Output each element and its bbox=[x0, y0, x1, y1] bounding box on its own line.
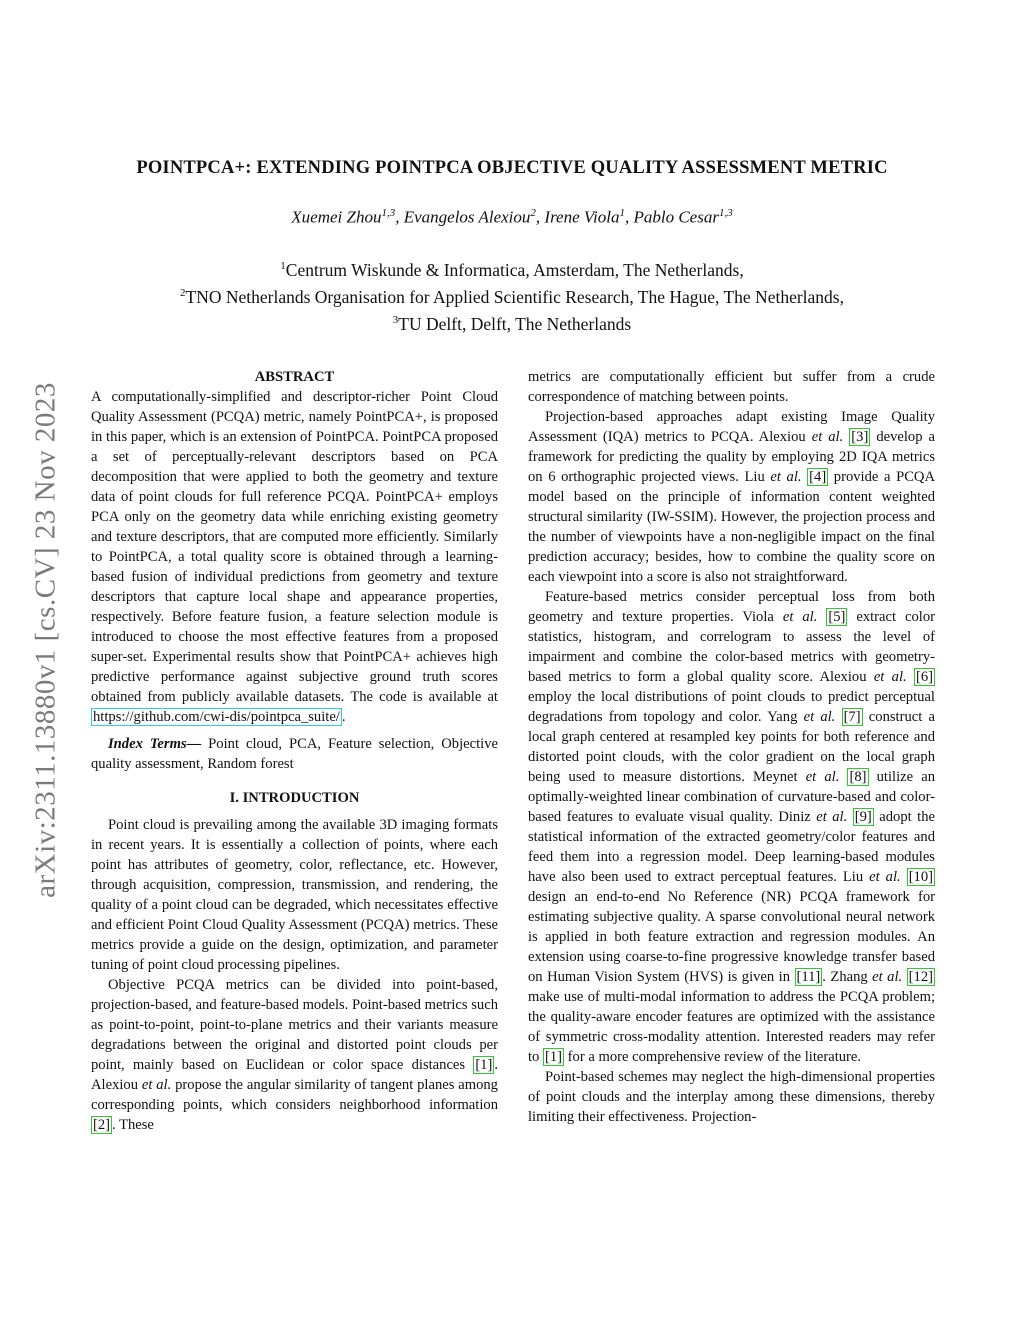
citation-link[interactable]: [10] bbox=[908, 869, 934, 885]
citation-link[interactable]: [1] bbox=[545, 1049, 563, 1065]
et-al-text: et al. bbox=[805, 769, 840, 785]
et-al-text: et al. bbox=[811, 429, 844, 445]
affiliation-text: Centrum Wiskunde & Informatica, Amsterdam, The Netherlands, bbox=[285, 259, 744, 280]
citation-link[interactable]: [11] bbox=[796, 969, 821, 985]
abstract-heading: ABSTRACT bbox=[254, 369, 335, 385]
author-name: Irene Viola bbox=[544, 207, 620, 227]
author-name: Evangelos Alexiou bbox=[403, 207, 531, 227]
arxiv-identifier: arXiv:2311.13880v1 [cs.CV] 23 Nov 2023 bbox=[29, 382, 62, 898]
paper-title: POINTPCA+: EXTENDING POINTPCA OBJECTIVE QUALITY ASSESSMENT METRIC bbox=[136, 158, 888, 178]
body-text: employ the local distributions of point clouds to predict perceptual degradations from topology and color. Yang bbox=[528, 689, 935, 725]
body-text: Projection-based approaches adapt existing Image Quality Assessment (IQA) metrics to PCQA. Alexiou bbox=[528, 409, 935, 445]
body-text bbox=[902, 969, 906, 985]
affiliation-line bbox=[40, 309, 984, 336]
body-text: utilize an optimally-weighted linear combination of curvature-based and color-based features to evaluate visual quality. Diniz bbox=[528, 769, 935, 825]
affiliation-number: 2 bbox=[180, 286, 186, 299]
intro-p2-etal: et al. bbox=[141, 1077, 172, 1093]
citation-link[interactable]: [2] bbox=[93, 1117, 111, 1133]
citation-link[interactable]: [5] bbox=[828, 609, 846, 625]
right-paragraph-1 bbox=[528, 407, 935, 587]
intro-p2-a: Objective PCQA metrics can be divided into point-based, projection-based, and feature-based models. Point-based metrics such as point-to-point, point-to-plane metrics and their variants measure degradations between the original and distorted point clouds per point, mainly based on Euclidean or color space distances bbox=[91, 977, 498, 1073]
right-paragraph-2 bbox=[528, 587, 935, 1067]
citation-link[interactable]: [6] bbox=[915, 669, 933, 685]
et-al-text: et al. bbox=[873, 669, 907, 685]
et-al-text: et al. bbox=[869, 869, 901, 885]
body-text bbox=[817, 609, 826, 625]
et-al-text: et al. bbox=[770, 469, 802, 485]
right-paragraph-3: Point-based schemes may neglect the high-dimensional properties of point clouds and the interplay among these dimensions, thereby limiting their effectiveness. Projection- bbox=[528, 1069, 935, 1125]
body-text: construct a local graph centered at resampled key points for both reference and distorted point clouds, with the color gradient on the local graph being used to measure distortions. Meynet bbox=[528, 709, 935, 785]
affiliation-number: 1 bbox=[280, 260, 286, 272]
index-terms bbox=[91, 734, 498, 774]
affiliation-line bbox=[40, 255, 984, 282]
code-link[interactable]: https://github.com/cwi-dis/pointpca_suite/ bbox=[93, 709, 340, 725]
intro-p2-c: propose the angular similarity of tangent planes among corresponding points, which considers neighborhood information bbox=[91, 1077, 498, 1113]
et-al-text: et al. bbox=[803, 709, 836, 725]
author-name: Xuemei Zhou bbox=[291, 207, 382, 227]
left-column bbox=[91, 367, 498, 1135]
citation-link[interactable]: [4] bbox=[809, 469, 827, 485]
abstract-text bbox=[91, 387, 498, 727]
affiliation-number: 3 bbox=[392, 313, 399, 326]
intro-paragraph-2 bbox=[91, 975, 498, 1135]
citation-link[interactable]: [1] bbox=[475, 1057, 493, 1073]
affiliation-line bbox=[40, 282, 984, 309]
author-affiliation-mark: 1,3 bbox=[381, 207, 396, 219]
author-affiliation-mark: 1 bbox=[619, 207, 625, 219]
body-text: . Zhang bbox=[822, 969, 873, 985]
body-text bbox=[901, 869, 907, 885]
body-text bbox=[835, 709, 841, 725]
intro-heading: I. INTRODUCTION bbox=[229, 790, 360, 806]
body-text bbox=[847, 809, 852, 825]
author-list: Xuemei Zhou$^{1,3}$, Evangelos Alexiou$^2$, Irene Viola$^1$, Pablo Cesar$^{1,3}$ bbox=[291, 207, 733, 227]
intro-p2-b: . Alexiou bbox=[91, 1057, 498, 1093]
abstract-body: A computationally-simplified and descriptor-richer Point Cloud Quality Assessment (PCQA) metric, namely PointPCA+, is proposed in this paper, which is an extension of PointPCA. PointPCA proposed a set of perceptually-relevant descriptors based on PCA decomposition that were applied to both the geometry and texture data of point clouds for full reference PCQA. PointPCA+ employs PCA only on the geometry data while enriching existing geometry and texture descriptors, that are computed more efficiently. Similarly to PointPCA, a total quality score is obtained through a learning-based fusion of individual predictions from geometry and texture descriptors that capture local shape and appearance properties, respectively. Before feature fusion, a feature selection module is introduced to choose the most effective features from a proposed super-set. Experimental results show that PointPCA+ achieves high predictive performance against subjective ground truth scores obtained from publicly available datasets. The code is available at bbox=[91, 389, 498, 705]
index-terms-label: Index Terms— bbox=[108, 736, 202, 752]
author-affiliation-mark: 1,3 bbox=[718, 207, 733, 219]
et-al-text: et al. bbox=[872, 969, 903, 985]
affiliation-text: TNO Netherlands Organisation for Applied Scientific Research, The Hague, The Netherlands, bbox=[185, 286, 844, 307]
body-text bbox=[907, 669, 914, 685]
citation-link[interactable]: [12] bbox=[908, 969, 933, 985]
affiliation-text: TU Delft, Delft, The Netherlands bbox=[398, 313, 632, 334]
author-name: Pablo Cesar bbox=[633, 207, 719, 227]
citation-link[interactable]: [7] bbox=[843, 709, 861, 725]
index-terms-text: Point cloud, PCA, Feature selection, Objective quality assessment, Random forest bbox=[91, 736, 498, 772]
et-al-text: et al. bbox=[816, 809, 848, 825]
arxiv-sidebar bbox=[24, 340, 68, 940]
citation-link[interactable]: [8] bbox=[849, 769, 867, 785]
body-text: design an end-to-end No Reference (NR) PCQA framework for estimating subjective quality. A sparse convolutional neural network is applied in both feature extraction and regression modules. An extension using coarse-to-fine progressive knowledge transfer based on Human Vision System (HVS) is given in bbox=[528, 889, 935, 985]
body-text: Feature-based metrics consider perceptual loss from both geometry and texture properties. Viola bbox=[528, 589, 935, 625]
body-text: extract color statistics, histogram, and correlogram to assess the level of impairment and combine the color-based metrics with geometry-based metrics to form a global quality score. Alexiou bbox=[528, 609, 936, 685]
citation-link[interactable]: [3] bbox=[851, 429, 869, 445]
body-text: adopt the statistical information of the extracted geometry/color features and feed them into a regression model. Deep learning-based modules have also been used to extract perceptual features. Liu bbox=[528, 809, 935, 885]
affiliations bbox=[40, 255, 984, 335]
body-text: develop a framework for predicting the quality by employing 2D IQA metrics on 6 orthographic projected views. Liu bbox=[528, 429, 935, 485]
intro-p2-d: . These bbox=[112, 1117, 154, 1133]
right-paragraph-0: metrics are computationally efficient but suffer from a crude correspondence of matching between points. bbox=[528, 369, 935, 405]
right-column bbox=[528, 367, 935, 1127]
intro-paragraph-1: Point cloud is prevailing among the available 3D imaging formats in recent years. It is essentially a collection of points, where each point has attributes of geometry, color, reflectance, etc. However, through acquisition, compression, transmission, and rendering, the quality of a point cloud can be degraded, which necessitates effective and efficient Point Cloud Quality Assessment (PCQA) metrics. These metrics provide a guide on the design, optimization, and parameter tuning of point cloud processing pipelines. bbox=[91, 817, 498, 973]
abstract-end: . bbox=[341, 709, 346, 725]
body-text: provide a PCQA model based on the principle of information content weighted structural similarity (IW-SSIM). However, the projection process and the number of viewpoints have a non-negligible impact on the final prediction accuracy; besides, how to combine the quality score on each viewpoint into a score is also not straightforward. bbox=[528, 469, 936, 585]
author-affiliation-mark: 2 bbox=[530, 207, 536, 219]
body-text: make use of multi-modal information to address the PCQA problem; the quality-aware encoder features are optimized with the assistance of symmetric cross-modality attention. Interested readers may refer to bbox=[528, 989, 935, 1065]
body-text: for a more comprehensive review of the literature. bbox=[564, 1049, 862, 1065]
et-al-text: et al. bbox=[782, 609, 818, 625]
citation-link[interactable]: [9] bbox=[854, 809, 872, 825]
